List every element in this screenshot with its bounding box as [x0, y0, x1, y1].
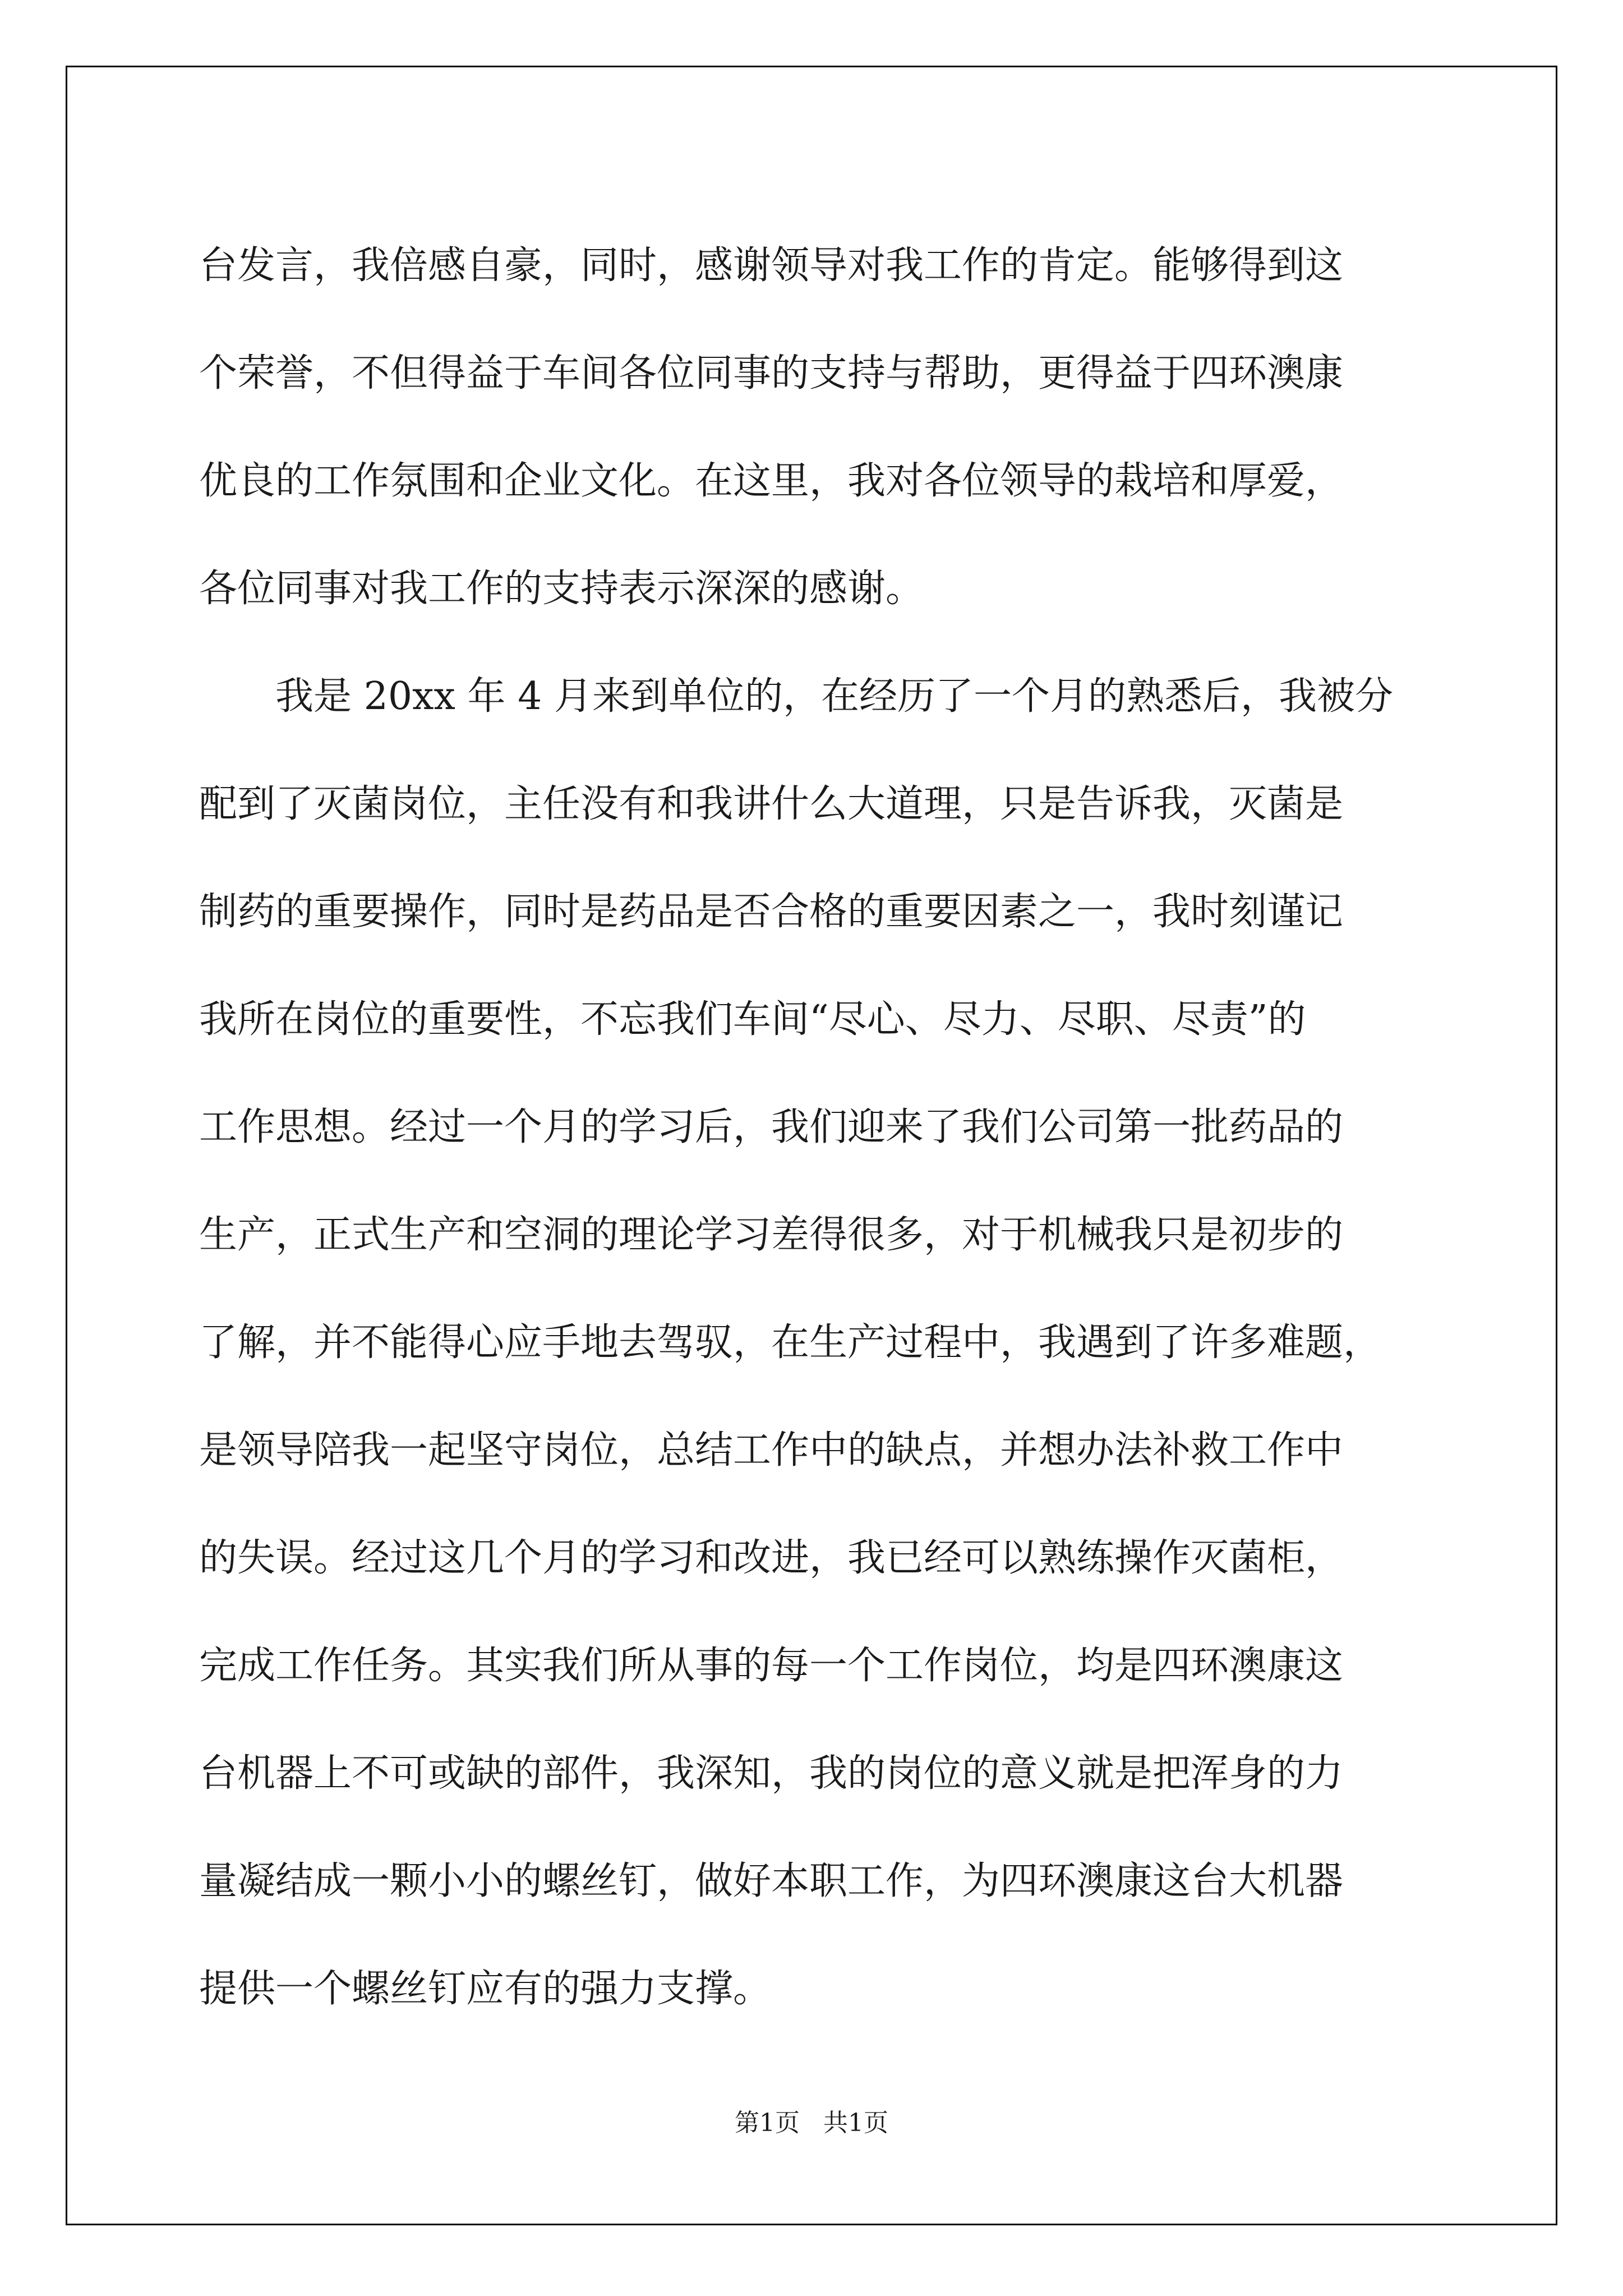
text-line: 台机器上不可或缺的部件，我深知，我的岗位的意义就是把浑身的力 — [199, 1751, 1344, 1796]
text-line: 配到了灭菌岗位，主任没有和我讲什么大道理，只是告诉我，灭菌是 — [199, 782, 1344, 826]
text-line: 工作思想。经过一个月的学习后，我们迎来了我们公司第一批药品的 — [199, 1105, 1344, 1149]
text-line: 优良的工作氛围和企业文化。在这里，我对各位领导的栽培和厚爱， — [199, 459, 1344, 503]
text-line: 的失误。经过这几个月的学习和改进，我已经可以熟练操作灭菌柜， — [199, 1536, 1344, 1580]
text-line: 生产，正式生产和空洞的理论学习差得很多，对于机械我只是初步的 — [199, 1213, 1344, 1257]
text-line: 了解，并不能得心应手地去驾驭，在生产过程中，我遇到了许多难题， — [199, 1320, 1382, 1365]
text-line: 各位同事对我工作的支持表示深深的感谢。 — [199, 567, 924, 611]
text-line: 提供一个螺丝钉应有的强力支撑。 — [199, 1967, 772, 2011]
text-line: 我是 20xx 年 4 月来到单位的，在经历了一个月的熟悉后，我被分 — [199, 674, 1393, 719]
text-line: 个荣誉，不但得益于车间各位同事的支持与帮助，更得益于四环澳康 — [199, 351, 1344, 395]
text-line: 完成工作任务。其实我们所从事的每一个工作岗位，均是四环澳康这 — [199, 1644, 1344, 1688]
text-line: 是领导陪我一起坚守岗位，总结工作中的缺点，并想办法补救工作中 — [199, 1428, 1344, 1473]
text-line: 制药的重要操作，同时是药品是否合格的重要因素之一，我时刻谨记 — [199, 890, 1344, 934]
text-line: 量凝结成一颗小小的螺丝钉，做好本职工作，为四环澳康这台大机器 — [199, 1859, 1344, 1903]
text-line: 我所在岗位的重要性，不忘我们车间“尽心、尽力、尽职、尽责”的 — [199, 997, 1306, 1042]
document-body — [199, 212, 1433, 2043]
text-line: 台发言，我倍感自豪，同时，感谢领导对我工作的肯定。能够得到这 — [199, 243, 1344, 288]
page-footer: 第1页 共1页 — [735, 2109, 888, 2137]
